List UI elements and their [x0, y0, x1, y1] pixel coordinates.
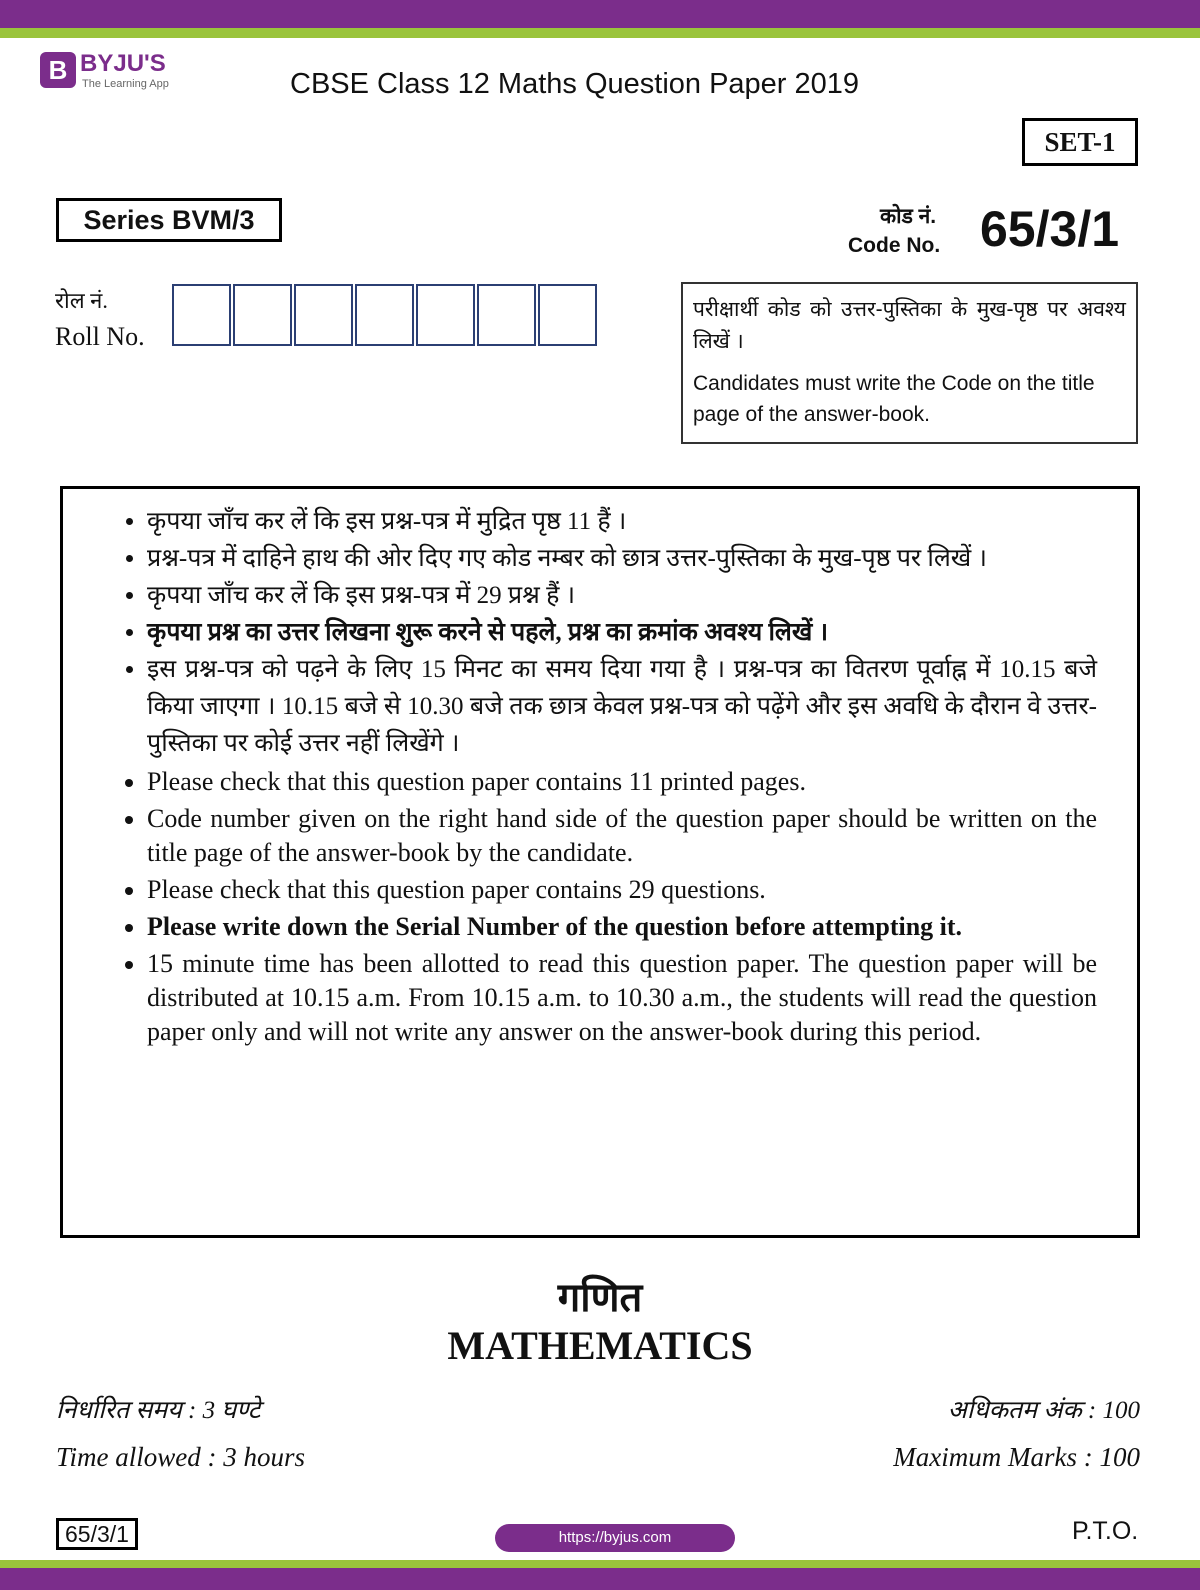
max-marks-english: Maximum Marks : 100 [893, 1442, 1140, 1472]
logo-name: BYJU'S [80, 50, 166, 77]
subject-title-english: MATHEMATICS [447, 1323, 753, 1368]
code-label-english: Code No. [848, 234, 941, 257]
roll-number-box[interactable] [294, 284, 353, 346]
instruction-item: • Please write down the Serial Number of the question before attempting it. [147, 910, 1097, 944]
instruction-item: • Code number given on the right hand side of the question paper should be written on the title page of the answer-book by the candidate. [147, 802, 1097, 870]
roll-number-box[interactable] [538, 284, 597, 346]
instruction-item: • Please check that this question paper contains 11 printed pages. [147, 765, 1097, 799]
instruction-item: • इस प्रश्न-पत्र को पढ़ने के लिए 15 मिनट का समय दिया गया है । प्रश्न-पत्र का वितरण पूर्वाह्न में 10.15 बजे किया जाएगा । 10.15 बजे से 10.30 बजे तक छात्र केवल प्रश्न-पत्र को पढ़ेंगे और इस अवधि के दौरान वे उत्तर-पुस्तिका पर कोई उत्तर नहीं लिखेंगे । [147, 651, 1097, 762]
code-note-english: Candidates must write the Code on the title page of the answer-book. [693, 372, 1095, 426]
instruction-item: • Please check that this question paper contains 29 questions. [147, 873, 1097, 907]
bottom-accent-bar [0, 1560, 1200, 1568]
footer-url-link[interactable]: https://byjus.com [495, 1524, 735, 1552]
roll-number-box[interactable] [233, 284, 292, 346]
instruction-item: • प्रश्न-पत्र में दाहिने हाथ की ओर दिए गए कोड नम्बर को छात्र उत्तर-पुस्तिका के मुख-पृष्ठ पर लिखें । [147, 540, 1097, 577]
roll-number-box[interactable] [477, 284, 536, 346]
document-title: CBSE Class 12 Maths Question Paper 2019 [290, 68, 860, 100]
roll-label-hindi: रोल नं. [55, 288, 108, 313]
logo-tagline: The Learning App [82, 78, 169, 90]
logo-mark-icon: B [40, 52, 76, 88]
subject-title-hindi: गणित [557, 1276, 643, 1320]
byjus-logo [40, 50, 200, 94]
series-label: Series BVM/3 [56, 198, 282, 242]
top-brand-bar [0, 0, 1200, 28]
footer-pto: P.T.O. [1072, 1517, 1139, 1545]
instructions-box [60, 486, 1140, 1238]
code-note-hindi: परीक्षार्थी कोड को उत्तर-पुस्तिका के मुख-पृष्ठ पर अवश्य लिखें । [693, 298, 1126, 353]
code-note-box [681, 282, 1138, 444]
instruction-list [97, 503, 1097, 1049]
code-number: 65/3/1 [980, 201, 1120, 257]
max-marks-hindi: अधिकतम अंक : 100 [947, 1397, 1140, 1424]
roll-label-english: Roll No. [55, 322, 145, 351]
instruction-item: • कृपया प्रश्न का उत्तर लिखना शुरू करने से पहले, प्रश्न का क्रमांक अवश्य लिखें । [147, 614, 1097, 651]
instruction-item: • कृपया जाँच कर लें कि इस प्रश्न-पत्र में मुद्रित पृष्ठ 11 हैं । [147, 503, 1097, 540]
footer-code: 65/3/1 [56, 1518, 138, 1550]
roll-number-box[interactable] [416, 284, 475, 346]
roll-number-box[interactable] [355, 284, 414, 346]
roll-number-box[interactable] [172, 284, 231, 346]
set-badge: SET-1 [1022, 118, 1138, 166]
roll-number-boxes [172, 284, 599, 346]
code-label-hindi: कोड नं. [880, 205, 937, 228]
instruction-item: • कृपया जाँच कर लें कि इस प्रश्न-पत्र में 29 प्रश्न हैं । [147, 577, 1097, 614]
time-allowed-hindi: निर्धारित समय : 3 घण्टे [56, 1397, 261, 1424]
instruction-item: • 15 minute time has been allotted to read this question paper. The question paper will be distributed at 10.15 a.m. From 10.15 a.m. to 10.30 a.m., the students will read the question paper only and will not write any answer on the answer-book during this period. [147, 947, 1097, 1049]
bottom-brand-bar [0, 1568, 1200, 1590]
time-allowed-english: Time allowed : 3 hours [56, 1442, 306, 1472]
top-accent-bar [0, 28, 1200, 38]
